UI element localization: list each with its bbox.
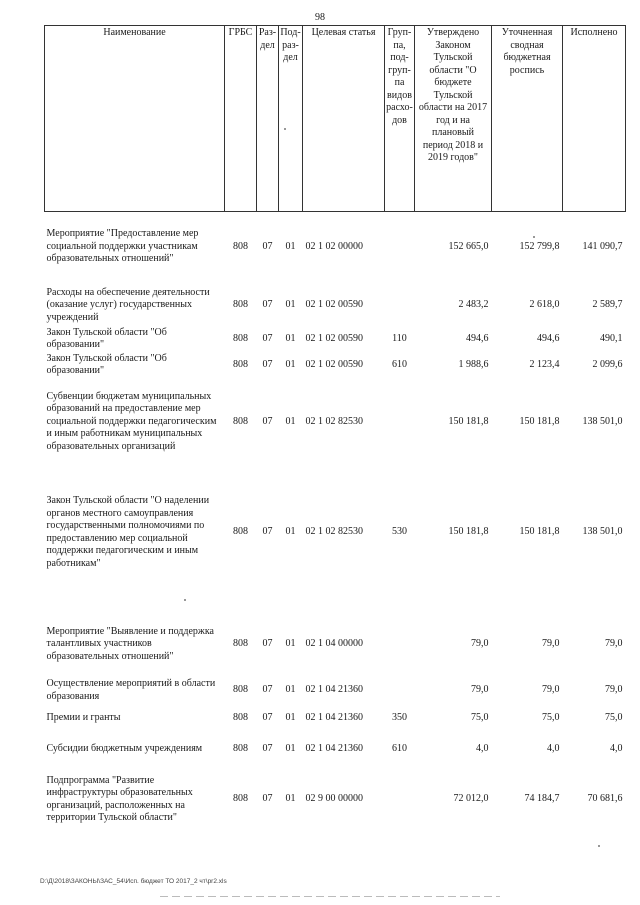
cell-expense-group: 610 <box>392 743 407 755</box>
cell-expense-group: 610 <box>392 358 407 370</box>
cell-grbs: 808 <box>233 743 248 755</box>
cell-subsection: 01 <box>285 712 296 724</box>
header-row <box>45 26 626 212</box>
cell-grbs: 808 <box>233 712 248 724</box>
cell-refined: 152 799,8 <box>519 240 560 252</box>
cell-expense-group <box>385 616 415 677</box>
cell-executed: 75,0 <box>605 712 623 724</box>
cell-section: 07 <box>262 638 273 650</box>
cell-executed: 79,0 <box>605 684 623 696</box>
cell-name: Премии и гранты <box>46 712 121 724</box>
cell-expense-group <box>385 767 415 839</box>
cell-approved: 75,0 <box>471 712 489 724</box>
cell-target-article: 02 1 02 82530 <box>305 526 363 538</box>
cell-approved: 79,0 <box>471 684 489 696</box>
cell-target-article: 02 9 00 00000 <box>305 793 363 805</box>
cell-approved: 4,0 <box>476 743 489 755</box>
cell-executed: 4,0 <box>610 743 623 755</box>
header-grbs: ГРБС <box>225 26 257 212</box>
scan-speck <box>598 845 600 847</box>
cell-name: Закон Тульской области "Об образовании" <box>46 326 167 350</box>
header-target-article: Целевая статья <box>303 26 385 212</box>
table-row <box>45 677 626 705</box>
cell-target-article: 02 1 02 00590 <box>305 358 363 370</box>
cell-grbs: 808 <box>233 526 248 538</box>
cell-target-article: 02 1 02 82530 <box>305 415 363 427</box>
header-executed: Исполнено <box>563 26 626 212</box>
table-row <box>45 326 626 353</box>
table-row <box>45 705 626 733</box>
cell-refined: 4,0 <box>547 743 560 755</box>
cell-subsection: 01 <box>285 299 296 311</box>
cell-target-article: 02 1 02 00590 <box>305 332 363 344</box>
scan-artifact-line <box>160 896 500 897</box>
table-row <box>45 767 626 839</box>
cell-refined: 79,0 <box>542 638 560 650</box>
cell-name: Подпрограмма "Развитие инфраструктуры образовательных организаций, расположенных на территории Тульской области" <box>46 774 193 823</box>
cell-name: Мероприятие "Выявление и поддержка талантливых участников образовательных отношений" <box>46 625 214 662</box>
cell-subsection: 01 <box>285 358 296 370</box>
cell-grbs: 808 <box>233 684 248 696</box>
cell-executed: 141 090,7 <box>582 240 623 252</box>
cell-expense-group: 110 <box>392 332 407 344</box>
table-row <box>45 616 626 677</box>
cell-expense-group <box>385 212 415 286</box>
scan-speck <box>284 128 286 130</box>
table-row <box>45 378 626 474</box>
table-row <box>45 353 626 378</box>
cell-approved: 79,0 <box>471 638 489 650</box>
cell-subsection: 01 <box>285 793 296 805</box>
cell-refined: 2 618,0 <box>529 299 560 311</box>
cell-name: Субсидии бюджетным учреждениям <box>46 743 203 755</box>
cell-section: 07 <box>262 415 273 427</box>
scan-speck <box>533 236 535 238</box>
cell-grbs: 808 <box>233 240 248 252</box>
scan-speck <box>184 599 186 601</box>
cell-name: Субвенции бюджетам муниципальных образований на предоставление мер социальной поддержки педагогическим и иным работникам муниципальных образовательных организаций <box>46 390 217 452</box>
cell-refined: 74 184,7 <box>524 793 560 805</box>
cell-grbs: 808 <box>233 638 248 650</box>
cell-expense-group <box>385 378 415 474</box>
cell-executed: 2 099,6 <box>592 358 623 370</box>
cell-subsection: 01 <box>285 240 296 252</box>
cell-approved: 150 181,8 <box>448 415 489 427</box>
cell-expense-group: 350 <box>392 712 407 724</box>
cell-target-article: 02 1 04 21360 <box>305 684 363 696</box>
cell-approved: 494,6 <box>466 332 489 344</box>
cell-subsection: 01 <box>285 415 296 427</box>
cell-subsection: 01 <box>285 526 296 538</box>
cell-approved: 150 181,8 <box>448 526 489 538</box>
table-row <box>45 474 626 616</box>
cell-executed: 138 501,0 <box>582 526 623 538</box>
cell-section: 07 <box>262 684 273 696</box>
cell-grbs: 808 <box>233 299 248 311</box>
cell-section: 07 <box>262 743 273 755</box>
budget-execution-table <box>44 25 626 839</box>
header-approved: Утверждено Законом Тульской области "О бюджете Тульской области на 2017 год и на плановый период 2018 и 2019 годов" <box>415 26 492 212</box>
cell-target-article: 02 1 04 21360 <box>305 712 363 724</box>
cell-name: Мероприятие "Предоставление мер социальной поддержки участникам образовательных отношений" <box>46 228 199 264</box>
footer-file-path: D:\Д\2018\ЗАКОНЫ\ЗАС_54\Исп. бюджет ТО 2017_2 чт\pr2.xls <box>40 878 227 885</box>
cell-section: 07 <box>262 299 273 311</box>
cell-executed: 138 501,0 <box>582 415 623 427</box>
cell-grbs: 808 <box>233 415 248 427</box>
cell-refined: 2 123,4 <box>529 358 560 370</box>
table-row <box>45 286 626 326</box>
table-row <box>45 733 626 767</box>
cell-name: Расходы на обеспечение деятельности (оказание услуг) государственных учреждений <box>46 286 210 323</box>
cell-section: 07 <box>262 712 273 724</box>
cell-subsection: 01 <box>285 638 296 650</box>
cell-name: Закон Тульской области "О наделении органов местного самоуправления государственными полномочиями по предоставлению мер социальной поддержки педагогическим и иным работникам" <box>46 495 210 569</box>
cell-subsection: 01 <box>285 684 296 696</box>
header-refined: Уточненная сводная бюджетная роспись <box>492 26 563 212</box>
cell-target-article: 02 1 04 00000 <box>305 638 363 650</box>
table-row <box>45 212 626 286</box>
cell-refined: 79,0 <box>542 684 560 696</box>
cell-expense-group <box>385 286 415 326</box>
cell-grbs: 808 <box>233 793 248 805</box>
cell-target-article: 02 1 04 21360 <box>305 743 363 755</box>
cell-target-article: 02 1 02 00590 <box>305 299 363 311</box>
cell-refined: 75,0 <box>542 712 560 724</box>
cell-approved: 72 012,0 <box>453 793 489 805</box>
header-name: Наименование <box>45 26 225 212</box>
cell-name: Закон Тульской области "Об образовании" <box>46 352 167 376</box>
cell-approved: 2 483,2 <box>458 299 489 311</box>
cell-executed: 70 681,6 <box>587 793 623 805</box>
cell-approved: 1 988,6 <box>458 358 489 370</box>
cell-refined: 494,6 <box>537 332 560 344</box>
cell-section: 07 <box>262 240 273 252</box>
cell-section: 07 <box>262 793 273 805</box>
page-number: 98 <box>315 12 325 23</box>
cell-grbs: 808 <box>233 332 248 344</box>
cell-subsection: 01 <box>285 743 296 755</box>
cell-executed: 2 589,7 <box>592 299 623 311</box>
cell-section: 07 <box>262 358 273 370</box>
cell-grbs: 808 <box>233 358 248 370</box>
cell-executed: 490,1 <box>600 332 623 344</box>
header-section: Раз-дел <box>257 26 279 212</box>
header-subsection: Под-раз-дел <box>279 26 303 212</box>
cell-section: 07 <box>262 526 273 538</box>
cell-refined: 150 181,8 <box>519 415 560 427</box>
cell-target-article: 02 1 02 00000 <box>305 240 363 252</box>
cell-expense-group: 530 <box>392 526 407 538</box>
header-expense-group: Груп-па, под-груп-па видов расхо-дов <box>385 26 415 212</box>
cell-executed: 79,0 <box>605 638 623 650</box>
cell-expense-group <box>385 677 415 705</box>
cell-approved: 152 665,0 <box>448 240 489 252</box>
cell-subsection: 01 <box>285 332 296 344</box>
cell-section: 07 <box>262 332 273 344</box>
cell-name: Осуществление мероприятий в области образования <box>46 678 216 702</box>
cell-refined: 150 181,8 <box>519 526 560 538</box>
